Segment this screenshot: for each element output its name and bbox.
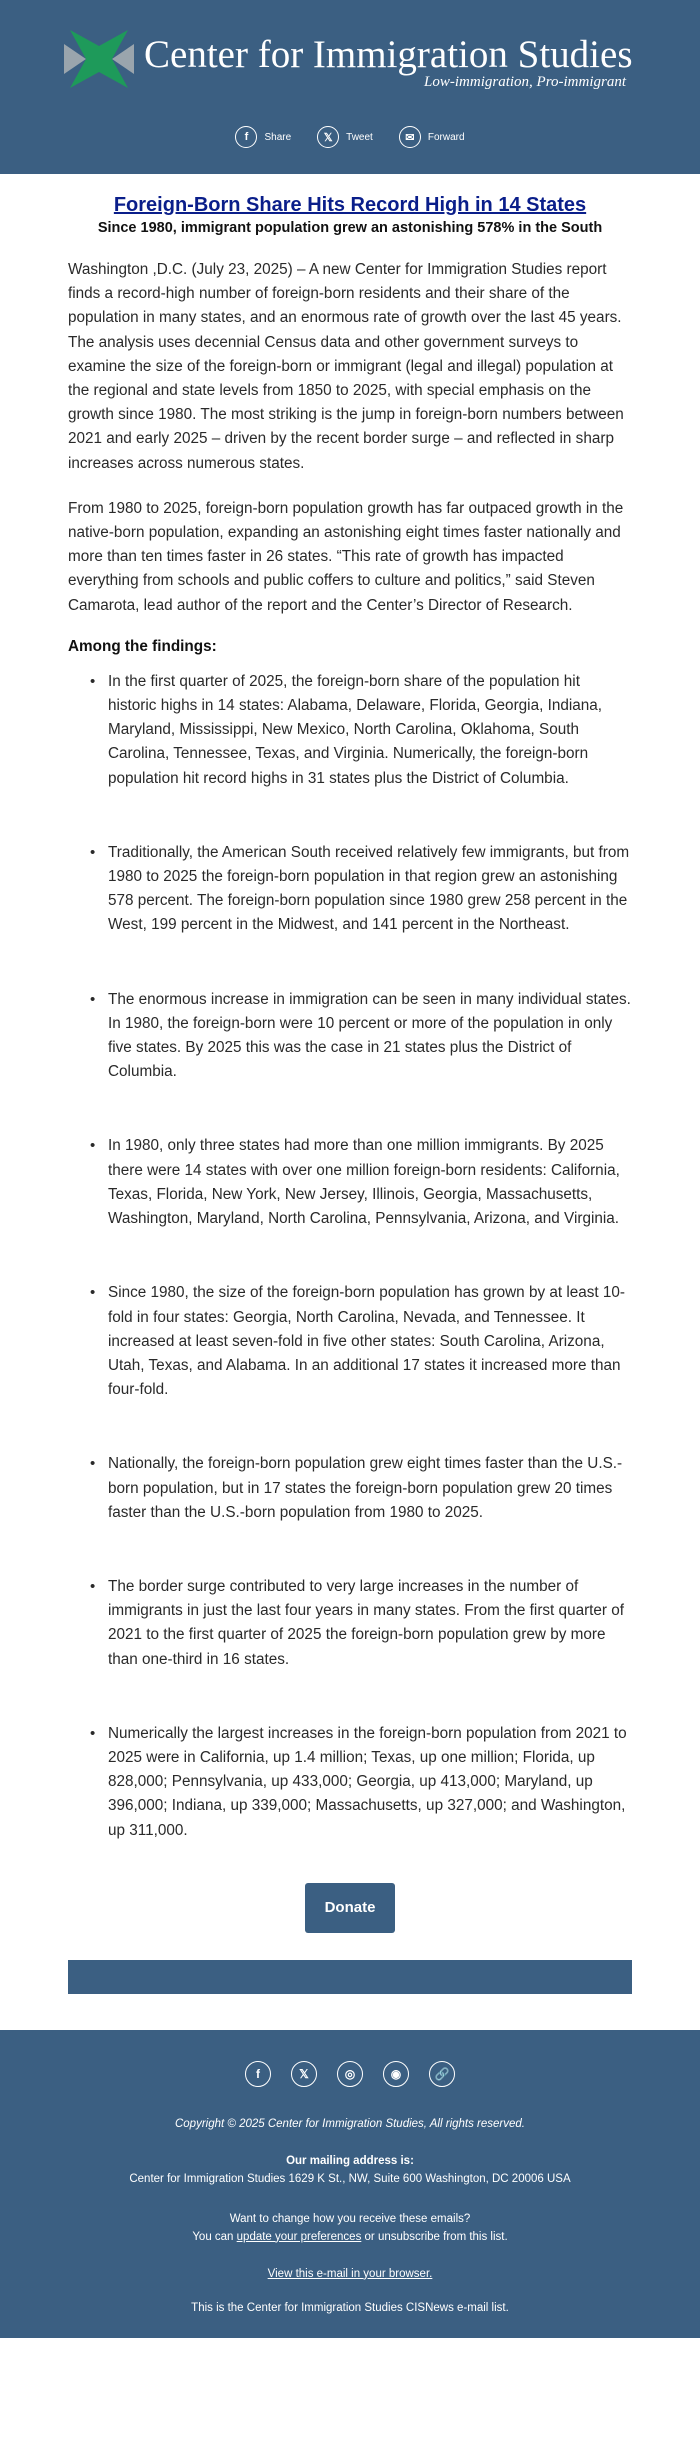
- view-browser-line: [0, 2268, 700, 2280]
- subheadline: Since 1980, immigrant population grew an astonishing 578% in the South: [97, 220, 603, 236]
- forward-label: Forward: [427, 131, 465, 143]
- brand-title: Center for Immigration Studies: [144, 33, 633, 76]
- mailing-address-block: [0, 2152, 700, 2188]
- tweet-label: Tweet: [346, 131, 373, 143]
- mailing-heading: Our mailing address is:: [286, 2154, 414, 2167]
- divider-bar: [68, 1960, 632, 1994]
- copyright-org: Center for Immigration Studies, All rights reserved.: [267, 2117, 525, 2130]
- findings-list: [68, 670, 632, 1843]
- x-twitter-icon[interactable]: 𝕏: [291, 2061, 317, 2087]
- x-twitter-icon: 𝕏: [317, 126, 339, 148]
- finding-item: • The enormous increase in immigration can be seen in many individual states. In 1980, the foreign-born were 10 percent or more of the population in only five states. By 2025 this was the case in 21 states plus the District of Columbia.: [108, 988, 632, 1085]
- change-suffix: or unsubscribe from this list.: [361, 2230, 508, 2243]
- preferences-block: [0, 2210, 700, 2246]
- cis-logo-icon: [64, 24, 134, 94]
- headline-link[interactable]: Foreign-Born Share Hits Record High in 14 States: [113, 194, 587, 216]
- finding-item: • Traditionally, the American South received relatively few immigrants, but from 1980 to 2025 the foreign-born population in that region grew an astonishing 578 percent. The foreign-born population since 1980 grew 258 percent in the West, 199 percent in the Midwest, and 141 percent in the Northeast.: [108, 841, 632, 938]
- facebook-icon[interactable]: f: [245, 2061, 271, 2087]
- findings-heading: Among the findings:: [68, 637, 217, 655]
- donate-button[interactable]: Donate: [305, 1883, 395, 1933]
- brand-tagline: Low-immigration, Pro-immigrant: [424, 74, 626, 90]
- rss-icon[interactable]: ◉: [383, 2061, 409, 2087]
- finding-item: • In the first quarter of 2025, the foreign-born share of the population hit historic highs in 14 states: Alabama, Delaware, Florida, Georgia, Indiana, Maryland, Mississippi, New Mexico, North Carolina, Oklahoma, South Carolina, Tennessee, Texas, and Virginia. Numerically, the foreign-born population hit record highs in 31 states plus the District of Columbia.: [108, 670, 632, 791]
- footer: [0, 2030, 700, 2338]
- share-label: Share: [264, 131, 292, 143]
- paragraph-intro: Washington ,D.C. (July 23, 2025) – A new Center for Immigration Studies report finds a record-high number of foreign-born residents and their share of the population in many states, and an enormous rate of growth over the last 45 years. The analysis uses decennial Census data and other government surveys to examine the size of the foreign-born or immigrant (legal and illegal) population at the regional and state levels from 1850 to 2025, with special emphasis on the growth since 1980. The most striking is the jump in foreign-born numbers between 2021 and early 2025 – driven by the recent border surge – and reflected in sharp increases across numerous states.: [68, 261, 624, 472]
- change-prefix: You can: [192, 2230, 237, 2243]
- list-notice: This is the Center for Immigration Studies CISNews e-mail list.: [191, 2301, 509, 2314]
- facebook-icon: f: [235, 126, 257, 148]
- social-links: [0, 2061, 700, 2087]
- view-in-browser-link[interactable]: View this e-mail in your browser.: [267, 2267, 433, 2280]
- copyright: [0, 2118, 700, 2130]
- finding-item: • Since 1980, the size of the foreign-born population has grown by at least 10-fold in four states: Georgia, North Carolina, Nevada, and Tennessee. It increased at least seven-fold in five other states: South Carolina, Arizona, Utah, Texas, and Alabama. In an additional 17 states it increased more than four-fold.: [108, 1281, 632, 1402]
- change-line: [0, 2228, 700, 2246]
- donate-wrapper: [68, 1883, 632, 1933]
- finding-item: • The border surge contributed to very large increases in the number of immigrants in just the last four years in many states. From the first quarter of 2021 to the first quarter of 2025 the foreign-born population grew by more than one-third in 16 states.: [108, 1575, 632, 1672]
- mail-icon: ✉: [399, 126, 421, 148]
- paragraph-growth: From 1980 to 2025, foreign-born population growth has far outpaced growth in the native-born population, expanding an astonishing eight times faster nationally and more than ten times faster in 26 states. “This rate of growth has impacted everything from schools and public coffers to culture and politics,” said Steven Camarota, lead author of the report and the Center’s Director of Research.: [68, 499, 624, 614]
- copyright-prefix: Copyright © 2025: [174, 2117, 268, 2130]
- finding-item: • In 1980, only three states had more than one million immigrants. By 2025 there were 14 states with over one million foreign-born residents: California, Texas, Florida, New York, New Jersey, Illinois, Georgia, Massachusetts, Washington, Maryland, North Carolina, Pennsylvania, Arizona, and Virginia.: [108, 1134, 632, 1231]
- finding-item: • Nationally, the foreign-born population grew eight times faster than the U.S.-born population, but in 17 states the foreign-born population grew 20 times faster than the U.S.-born population from 1980 to 2025.: [108, 1452, 632, 1525]
- header-banner: [0, 0, 700, 174]
- finding-item: • Numerically the largest increases in the foreign-born population from 2021 to 2025 were in California, up 1.4 million; Texas, up one million; Florida, up 828,000; Pennsylvania, up 433,000; Georgia, up 413,000; Maryland, up 396,000; Indiana, up 339,000; Massachusetts, up 327,000; and Washington, up 311,000.: [108, 1722, 632, 1843]
- share-bar: [0, 126, 700, 148]
- share-tweet-button[interactable]: [317, 126, 373, 148]
- change-question: Want to change how you receive these emails?: [229, 2212, 471, 2225]
- article-body: [68, 174, 632, 1994]
- update-preferences-link[interactable]: update your preferences: [236, 2230, 362, 2243]
- share-facebook-button[interactable]: [235, 126, 291, 148]
- instagram-icon[interactable]: ◎: [337, 2061, 363, 2087]
- share-forward-button[interactable]: [399, 126, 465, 148]
- mailing-address: Center for Immigration Studies 1629 K St., NW, Suite 600 Washington, DC 20006 USA: [129, 2172, 571, 2185]
- website-link-icon[interactable]: 🔗: [429, 2061, 455, 2087]
